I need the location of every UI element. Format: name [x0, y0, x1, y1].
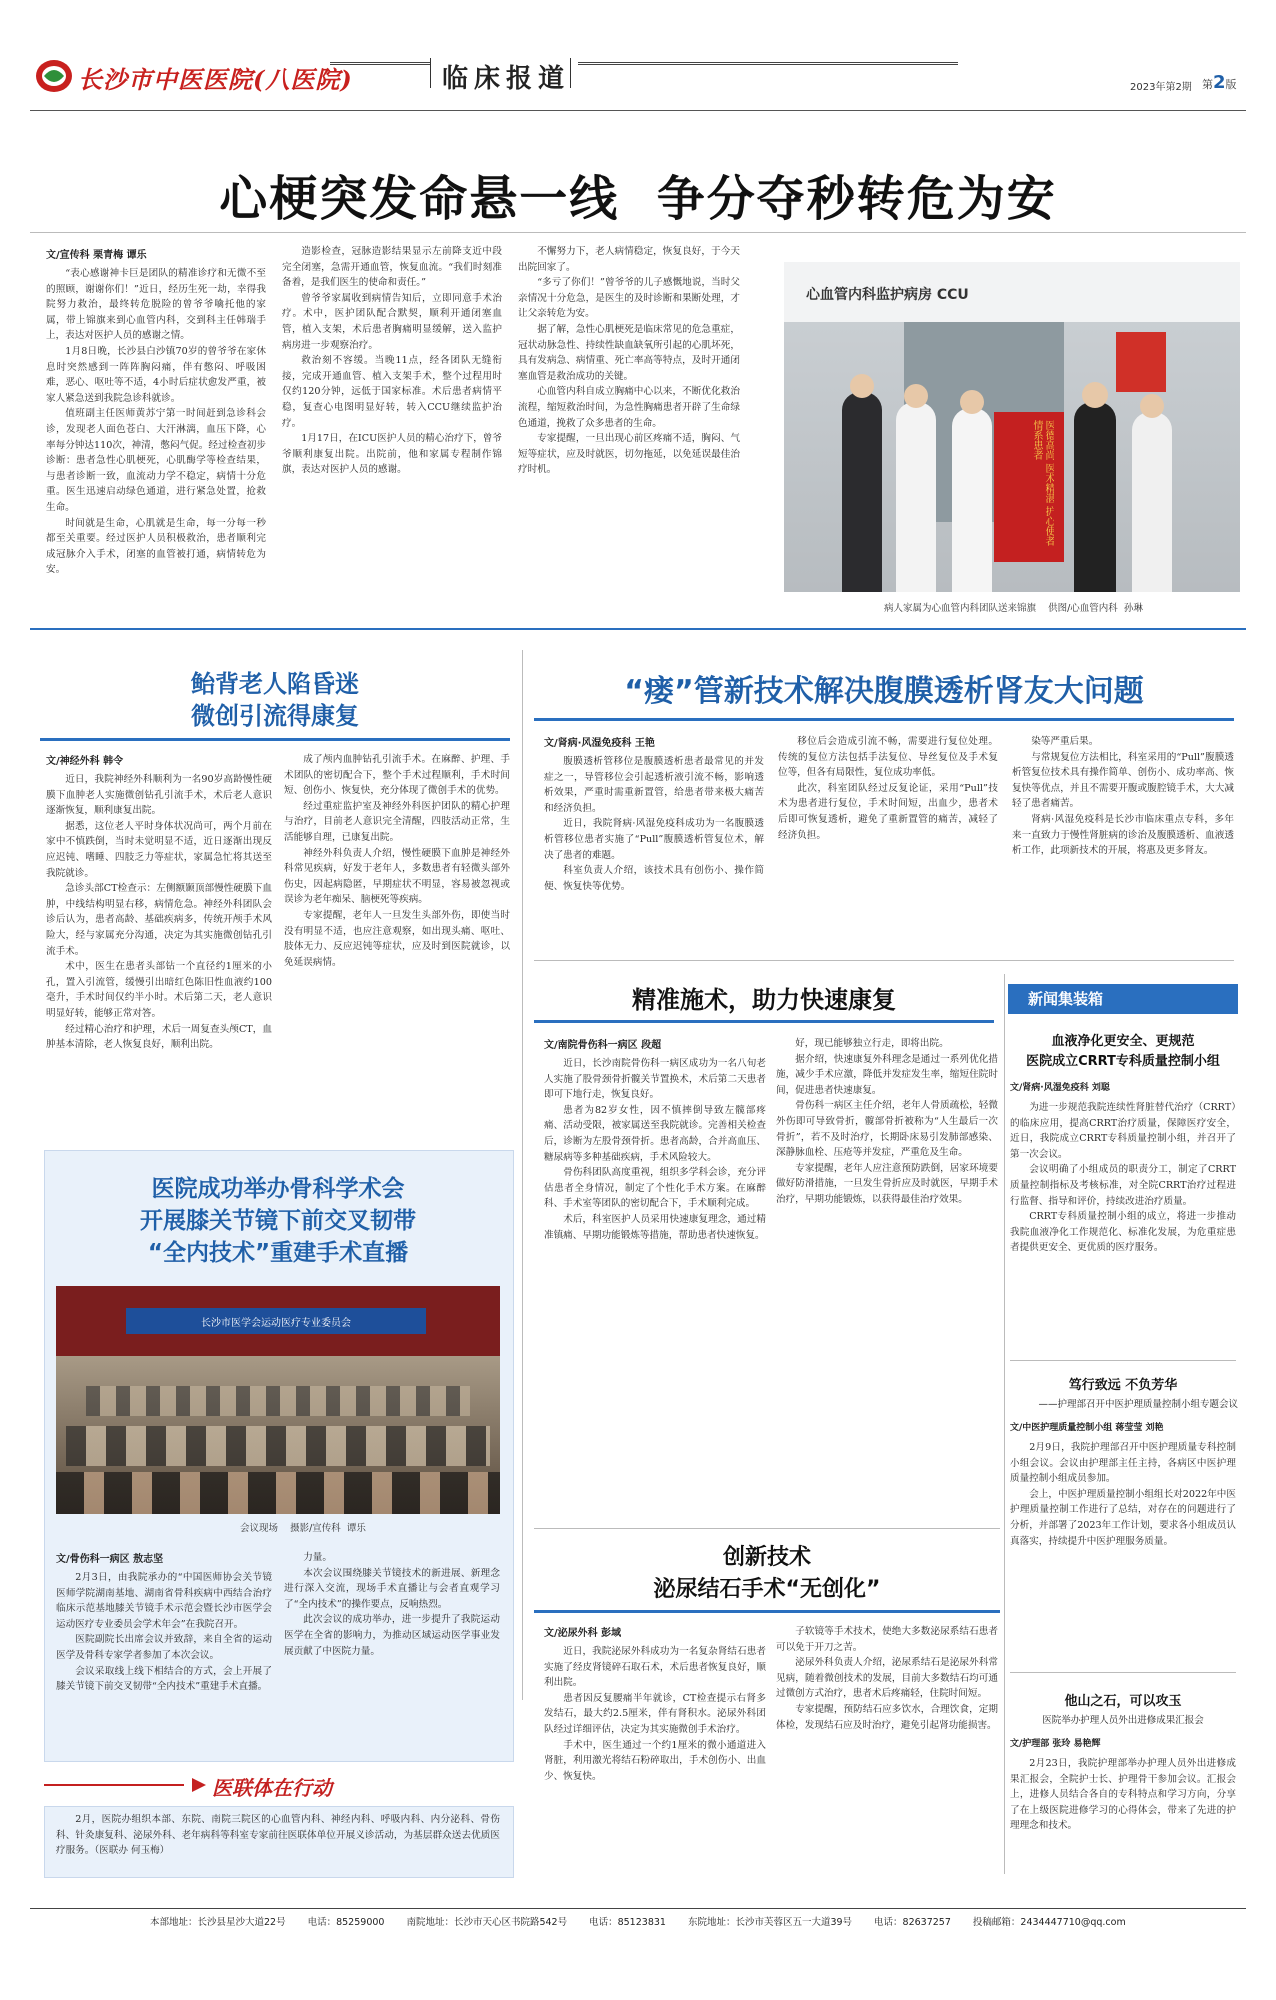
news-item3-subtitle: 医院举办护理人员外出进修成果汇报会	[1042, 1715, 1204, 1726]
article2-headline-2: 微创引流得康复	[191, 702, 359, 730]
medlink-header	[44, 1770, 512, 1800]
news-item2-text: 2月9日，我院护理部召开中医护理质量专科控制小组会议。会议由护理部主任主持，各病区中医护理质量控制小组成员参加。 会上，中医护理质量控制小组组长对2022年中医护理质量控制工作进行了总结，对存在的问题进行了分析，并部署了2023年工作计划，要求各小组成员认真落实，持续提升中医护理服务质量。	[1010, 1442, 1236, 1547]
news-item3-title: 他山之石，可以攻玉	[1064, 1694, 1182, 1709]
article2-byline: 文/神经外科 韩令	[46, 756, 124, 767]
article5-headline-1: 医院成功举办骨科学术会	[151, 1176, 405, 1202]
article2-column-1: 近日，我院神经外科顺利为一名90岁高龄慢性硬膜下血肿老人实施微创钻孔引流手术，术后老人意识逐渐恢复，顺利康复出院。 据悉，这位老人平时身体状况尚可，两个月前在家中不慎跌倒，当时未觉明显不适，近日逐渐出现反应迟钝、嗜睡、四肢乏力等症状，家属急忙将其送至我院就诊。 急诊头部CT检查示：左侧额颞顶部慢性硬膜下血肿，中线结构明显右移，病情危急。神经外科团队会诊后认为，患者高龄、基础疾病多，传统开颅手术风险大，经与家属充分沟通，决定为其实施微创钻孔引流手术。 术中，医生在患者头部钻一个直径约1厘米的小孔，置入引流管，缓慢引出暗红色陈旧性血液约100毫升，手术时间仅约半小时。术后第二天，老人意识明显好转，能够正常对答。 经过精心治疗和护理，术后一周复查头颅CT，血肿基本清除，老人恢复良好，顺利出院。	[46, 774, 272, 1051]
section-title: 临床报道	[442, 64, 571, 94]
news-item1-byline: 文/肾病·风湿免疫科 刘聪	[1010, 1083, 1110, 1093]
article5-headline-3: “全内技术”重建手术直播	[147, 1240, 409, 1266]
banner-text: 医德高尚 医术精湛 护心使者 情系患者	[1031, 420, 1054, 547]
article5-photo-caption: 会议现场 摄影/宣传科 谭乐	[240, 1523, 366, 1534]
hospital-logo-icon	[34, 58, 74, 94]
article5-headline-2: 开展膝关节镜下前交叉韧带	[140, 1208, 416, 1234]
article6-headline-1: 创新技术	[722, 1545, 811, 1570]
news-item2-subtitle: ——护理部召开中医护理质量控制小组专题会议	[1038, 1399, 1238, 1410]
conference-banner: 长沙市医学会运动医疗专业委员会	[201, 1318, 351, 1329]
article3-column-1: 腹膜透析管移位是腹膜透析患者最常见的并发症之一，导管移位会引起透析液引流不畅，影响透析效果，严重时需重新置管，给患者带来极大痛苦和经济负担。 近日，我院肾病·风湿免疫科成功为一名腹膜透析管移位患者实施了“Pull”腹膜透析管复位术，解决了患者的难题。 科室负责人介绍，该技术具有创伤小、操作简便、恢复快等优势。	[544, 756, 764, 892]
article6-column-2: 子软镜等手术技术，使绝大多数泌尿系结石患者可以免于开刀之苦。 泌尿外科负责人介绍，泌尿系结石是泌尿外科常见病，随着微创技术的发展，目前大多数结石均可通过微创方式治疗，患者术后疼痛轻，住院时间短。 专家提醒，预防结石应多饮水，合理饮食，定期体检，发现结石应及时治疗，避免引起肾功能损害。	[776, 1626, 998, 1731]
footer: 本部地址：长沙县星沙大道22号 电话：85259000 南院地址：长沙市天心区书院路542号 电话：85123831 东院地址：长沙市芙蓉区五一大道39号 电话：82637257 投稿邮箱：2434447710@qq.com	[150, 1917, 1126, 1928]
article5-byline: 文/骨伤科一病区 敖志坚	[56, 1554, 164, 1565]
article4-byline: 文/南院骨伤科一病区 段超	[544, 1040, 662, 1051]
news-item1-title-2: 医院成立CRRT专科质量控制小组	[1026, 1054, 1220, 1069]
article4-column-2: 好，现已能够独立行走，即将出院。 据介绍，快速康复外科理念是通过一系列优化措施，减少手术应激，降低并发症发生率，缩短住院时间，促进患者快速康复。 骨伤科一病区主任介绍，老年人骨质疏松，轻微外伤即可导致骨折，髋部骨折被称为“人生最后一次骨折”，若不及时治疗，长期卧床易引发肺部感染、深静脉血栓、压疮等并发症，严重危及生命。 专家提醒，老年人应注意预防跌倒，居家环境要做好防滑措施，一旦发生骨折应及时就医，早期手术治疗，早期功能锻炼，以获得最佳治疗效果。	[776, 1038, 998, 1205]
news-item3-text: 2月23日，我院护理部举办护理人员外出进修成果汇报会，全院护士长、护理骨干参加会议。汇报会上，进修人员结合各自的专科特点和学习方向，分享了在上级医院进修学习的心得体会，带来了先进的护理理念和技术。	[1010, 1758, 1236, 1832]
article5-photo	[56, 1286, 500, 1514]
lead-photo	[784, 262, 1240, 592]
news-item1-text: 为进一步规范我院连续性肾脏替代治疗（CRRT）的临床应用，提高CRRT治疗质量，保障医疗安全，近日，我院成立CRRT专科质量控制小组，并召开了第一次会议。 会议明确了小组成员的职责分工，制定了CRRT质量控制指标及考核标准，对全院CRRT治疗过程进行监督、指导和评价，持续改进治疗质量。 CRRT专科质量控制小组的成立，将进一步推动我院血液净化工作规范化、标准化发展，为危重症患者提供更安全、更优质的医疗服务。	[1010, 1102, 1236, 1254]
lead-column-1: “表心感谢神卡巨是团队的精准诊疗和无微不至的照顾，谢谢你们！”近日，经历生死一劫，幸得我院努力救治，最终转危脱险的曾爷爷噙托他的家属，带上锦旗来到心血管内科，交到科主任韩瑞手上，表达对医护人员的感谢之情。 1月8日晚，长沙县白沙镇70岁的曾爷爷在家休息时突然感到一阵阵胸闷痛，伴有憋闷、呼吸困难，恶心、呕吐等不适，4小时后症状愈发严重，被家人紧急送到我院急诊科就诊。 值班副主任医师黄苏宁第一时间赶到急诊科会诊，发现老人面色苍白、大汗淋漓，血压下降，心率每分钟达110次，神清，憋闷气促。经过检查初步诊断：患者急性心肌梗死，心肌酶学等检查结果，与患者诊断一致，血流动力学不稳定，病情十分危重。医生迅速启动绿色通道，进行紧急处置，抢救生命。 时间就是生命，心肌就是生命，每一分每一秒都至关重要。经过医护人员积极救治，患者顺利完成冠脉介入手术，闭塞的血管被打通，病情转危为安。	[46, 268, 266, 576]
logo-text: 长沙市中医医院(八医院)	[78, 65, 353, 94]
lead-column-3: 不懈努力下，老人病情稳定，恢复良好，于今天出院回家了。 “多亏了你们！”曾爷爷的儿子感慨地说，当时父亲情况十分危急，是医生的及时诊断和果断处理，才让父亲转危为安。 据了解，急性心肌梗死是临床常见的危急重症，冠状动脉急性、持续性缺血缺氧所引起的心肌坏死，具有发病急、病情重、死亡率高等特点，及时开通闭塞血管是救治成功的关键。 心血管内科自成立胸痛中心以来，不断优化救治流程，缩短救治时间，为急性胸痛患者开辟了生命绿色通道，挽救了众多患者的生命。 专家提醒，一旦出现心前区疼痛不适，胸闷、气短等症状，应及时就医，切勿拖延，以免延误最佳治疗时机。	[518, 246, 740, 476]
article3-column-2: 移位后会造成引流不畅，需要进行复位处理。传统的复位方法包括手法复位、导丝复位及手术复位等，但各有局限性，复位成功率低。 此次，科室团队经过反复论证，采用“Pull”技术为患者进行复位，手术时间短，出血少，患者术后即可恢复透析，避免了重新置管的痛苦，减轻了经济负担。	[778, 736, 998, 841]
masthead	[30, 54, 1246, 100]
article4-column-1: 近日，长沙南院骨伤科一病区成功为一名八旬老人实施了股骨颈骨折髋关节置换术，术后第二天患者即可下地行走，恢复良好。 患者为82岁女性，因不慎摔倒导致左髋部疼痛、活动受限，被家属送至我院就诊。完善相关检查后，诊断为左股骨颈骨折。患者高龄，合并高血压、糖尿病等多种基础疾病，手术风险较大。 骨伤科团队高度重视，组织多学科会诊，充分评估患者全身情况，制定了个性化手术方案。在麻醉科、手术室等团队的密切配合下，手术顺利完成。 术后，科室医护人员采用快速康复理念，通过精准镇痛、早期功能锻炼等措施，帮助患者快速恢复。	[544, 1058, 766, 1241]
article3-byline: 文/肾病·风湿免疫科 王艳	[544, 738, 655, 749]
article4-headline: 精准施术，助力快速康复	[632, 986, 896, 1014]
article2-column-2: 成了颅内血肿钻孔引流手术。在麻醉、护理、手术团队的密切配合下，整个手术过程顺利，手术时间短、创伤小、恢复快，充分体现了微创手术的优势。 经过重症监护室及神经外科医护团队的精心护理与治疗，目前老人意识完全清醒，四肢活动正常，生活能够自理，已康复出院。 神经外科负责人介绍，慢性硬膜下血肿是神经外科常见疾病，好发于老年人，多数患者有轻微头部外伤史，因起病隐匿，早期症状不明显，容易被忽视或误诊为老年痴呆、脑梗死等疾病。 专家提醒，老年人一旦发生头部外伤，即使当时没有明显不适，也应注意观察，如出现头痛、呕吐、肢体无力、反应迟钝等症状，应及时到医院就诊，以免延误病情。	[284, 754, 510, 968]
issue-number: 2023年第2期	[1130, 82, 1192, 93]
news-item3-byline: 文/护理部 张玲 易艳辉	[1010, 1739, 1101, 1749]
article3-headline: “瘘”管新技术解决腹膜透析肾友大问题	[624, 674, 1144, 709]
news-item2-title: 笃行致远 不负芳华	[1068, 1378, 1178, 1393]
article6-byline: 文/泌尿外科 彭域	[544, 1628, 622, 1639]
article5-column-2: 力量。 本次会议围绕膝关节镜技术的新进展、新理念进行深入交流，现场手术直播让与会者直观学习了“全内技术”的操作要点，反响热烈。 此次会议的成功举办，进一步提升了我院运动医学在全省的影响力，为推动区域运动医学事业发展贡献了中医院力量。	[284, 1552, 500, 1657]
article3-column-3: 染等严重后果。 与常规复位方法相比，科室采用的“Pull”腹膜透析管复位技术具有操作简单、创伤小、成功率高、恢复快等优点，并且不需要开腹或腹腔镜手术，大大减轻了患者痛苦。 肾病·风湿免疫科是长沙市临床重点专科，多年来一直致力于慢性肾脏病的诊治及腹膜透析、血液透析工作，此项新技术的开展，将惠及更多肾友。	[1012, 736, 1234, 857]
news-item1-title-1: 血液净化更安全、更规范	[1051, 1034, 1195, 1049]
lead-byline: 文/宣传科 栗青梅 谭乐	[46, 250, 147, 261]
article6-headline-2: 泌尿结石手术“无创化”	[653, 1577, 881, 1602]
ccu-sign: 心血管内科监护病房 CCU	[806, 287, 969, 303]
article5-column-1: 2月3日，由我院承办的“中国医师协会关节镜医师学院湖南基地、湖南省骨科疾病中西结合治疗临床示范基地膝关节镜手术示范会暨长沙市医学会运动医疗专业委员会学术年会”在我院召开。 医院副院长出席会议并致辞，来自全省的运动医学及骨科专家学者参加了本次会议。 会议采取线上线下相结合的方式，会上开展了膝关节镜下前交叉韧带“全内技术”重建手术直播。	[56, 1572, 272, 1693]
article2-headline-1: 鲐背老人陷昏迷	[191, 670, 359, 698]
news-box-label: 新闻集装箱	[1008, 984, 1238, 1014]
page-number: 第2版	[1202, 72, 1237, 93]
lead-column-2: 造影检查，冠脉造影结果显示左前降支近中段完全闭塞，急需开通血管，恢复血流。“我们时刻准备着，是我们医生的使命和责任。” 曾爷爷家属收到病情告知后，立即同意手术治疗。术中，医护团队配合默契，顺利开通闭塞血管，植入支架，术后患者胸痛明显缓解，送入监护病房进一步观察治疗。 救治刻不容缓。当晚11点，经各团队无缝衔接，完成开通血管、植入支架手术，整个过程用时仅约120分钟，远低于国家标准。术后患者病情平稳，复查心电图明显好转，转入CCU继续监护治疗。 1月17日，在ICU医护人员的精心治疗下，曾爷爷顺利康复出院。出院前，他和家属专程制作锦旗，表达对医护人员的感谢。	[282, 246, 502, 476]
medlink-title: 医联体在行动	[212, 1776, 332, 1800]
news-item2-byline: 文/中医护理质量控制小组 蒋莹莹 刘艳	[1010, 1423, 1164, 1433]
medlink-text: 2月，医院办组织本部、东院、南院三院区的心血管内科、神经内科、呼吸内科、内分泌科、骨伤科、针灸康复科、泌尿外科、老年病科等科室专家前往医联体单位开展义诊活动，为基层群众送去优质医疗服务。（医联办 何玉梅）	[56, 1814, 500, 1857]
lead-headline: 心梗突发命悬一线 争分夺秒转危为安	[219, 171, 1057, 227]
arrow-right-icon	[190, 1776, 208, 1794]
article6-column-1: 近日，我院泌尿外科成功为一名复杂肾结石患者实施了经皮肾镜碎石取石术，术后患者恢复良好，顺利出院。 患者因反复腰痛半年就诊，CT检查提示右肾多发结石，最大约2.5厘米，伴有肾积水。泌尿外科团队经过详细评估，决定为其实施微创手术治疗。 手术中，医生通过一个约1厘米的微小通道进入肾脏，利用激光将结石粉碎取出，手术创伤小、出血少、恢复快。	[544, 1646, 766, 1782]
lead-photo-caption: 病人家属为心血管内科团队送来锦旗 供图/心血管内科 孙琳	[884, 603, 1143, 614]
